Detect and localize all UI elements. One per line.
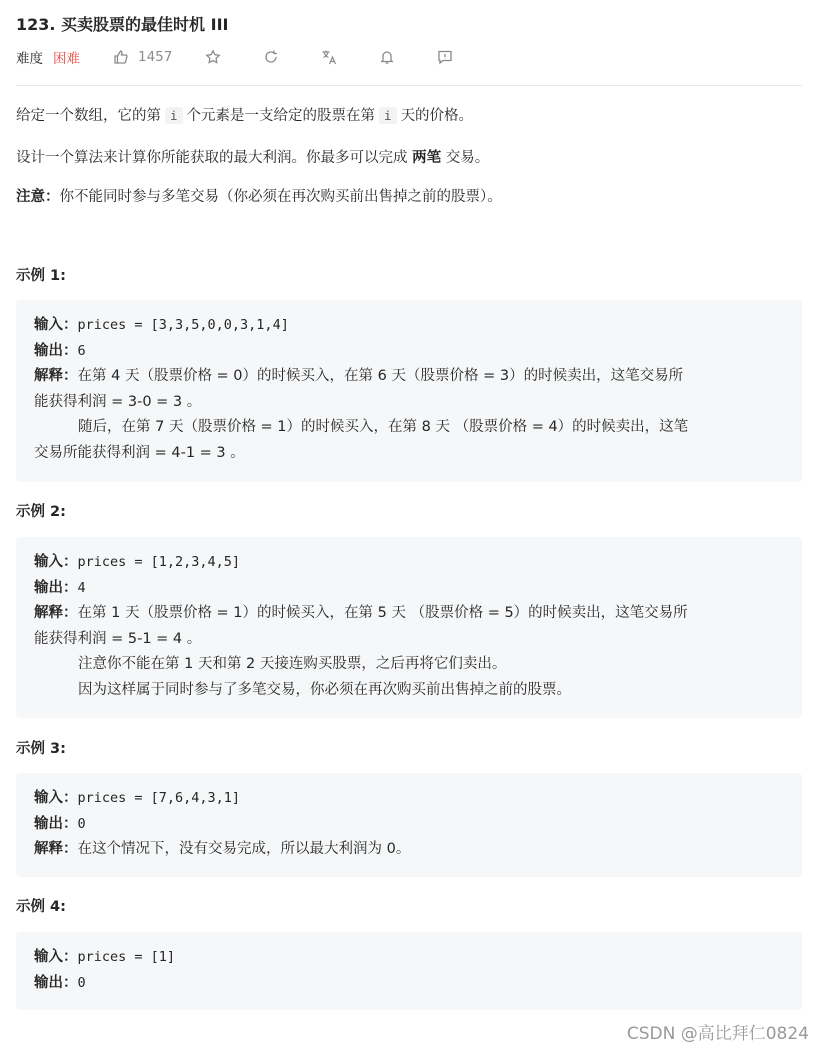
header-divider bbox=[16, 85, 802, 86]
example-4-input: 输入：prices = [1] bbox=[34, 949, 176, 965]
example-2-title: 示例 2: bbox=[16, 504, 66, 520]
inline-code-i-2: i bbox=[379, 107, 397, 124]
example-2-block bbox=[16, 537, 802, 718]
note-paragraph: 注意：你不能同时参与多笔交易（你必须在再次购买前出售掉之前的股票）。 bbox=[16, 189, 502, 205]
bell-icon[interactable] bbox=[378, 48, 396, 66]
example-3-input: 输入：prices = [7,6,4,3,1] bbox=[34, 790, 241, 806]
example-3-block bbox=[16, 773, 802, 877]
example-1-explanation-line-2: 能获得利润 = 3-0 = 3 。 bbox=[34, 393, 202, 410]
example-2-input: 输入：prices = [1,2,3,4,5] bbox=[34, 554, 241, 570]
thumbs-up-icon[interactable] bbox=[112, 48, 130, 66]
problem-meta-bar bbox=[16, 46, 802, 68]
difficulty-badge: 困难 bbox=[53, 51, 80, 67]
example-1-explanation-line-3: 随后，在第 7 天（股票价格 = 1）的时候买入，在第 8 天 （股票价格 = 4）的时候卖出，这笔 bbox=[78, 419, 689, 436]
example-3-title: 示例 3: bbox=[16, 741, 66, 757]
description-paragraph-1: 给定一个数组，它的第 i 个元素是一支给定的股票在第 i 天的价格。 bbox=[16, 108, 474, 124]
description-paragraph-2: 设计一个算法来计算你所能获取的最大利润。你最多可以完成 两笔 交易。 bbox=[16, 150, 490, 166]
example-4-block bbox=[16, 932, 802, 1010]
bold-two-transactions: 两笔 bbox=[412, 150, 442, 166]
example-1-explanation-line-4: 交易所能获得利润 = 4-1 = 3 。 bbox=[34, 444, 245, 461]
example-4-output: 输出：0 bbox=[34, 974, 86, 991]
example-1-output: 输出：6 bbox=[34, 342, 86, 359]
share-icon[interactable] bbox=[262, 48, 280, 66]
difficulty-label: 难度 bbox=[16, 51, 43, 67]
note-label: 注意： bbox=[16, 189, 60, 205]
problem-title: 123. 买卖股票的最佳时机 III bbox=[16, 15, 229, 34]
csdn-watermark: CSDN @高比拜仁0824 bbox=[626, 1024, 809, 1044]
example-1-title: 示例 1: bbox=[16, 268, 66, 284]
example-2-explanation: 解释：在第 1 天（股票价格 = 1）的时候买入，在第 5 天 （股票价格 = 5）的时候卖出，这笔交易所 bbox=[34, 605, 688, 622]
example-1-block bbox=[16, 300, 802, 482]
example-2-explanation-line-4: 因为这样属于同时参与了多笔交易，你必须在再次购买前出售掉之前的股票。 bbox=[78, 681, 571, 698]
example-3-output: 输出：0 bbox=[34, 815, 86, 832]
example-3-explanation: 解释：在这个情况下，没有交易完成，所以最大利润为 0。 bbox=[34, 841, 411, 858]
star-icon[interactable] bbox=[204, 48, 222, 66]
feedback-icon[interactable] bbox=[436, 48, 454, 66]
example-2-explanation-line-2: 能获得利润 = 5-1 = 4 。 bbox=[34, 630, 202, 647]
example-1-input: 输入：prices = [3,3,5,0,0,3,1,4] bbox=[34, 317, 289, 333]
inline-code-i: i bbox=[165, 107, 183, 124]
example-1-explanation: 解释：在第 4 天（股票价格 = 0）的时候买入，在第 6 天（股票价格 = 3）的时候卖出，这笔交易所 bbox=[34, 368, 684, 385]
example-4-title: 示例 4: bbox=[16, 899, 66, 915]
translate-icon[interactable] bbox=[320, 48, 338, 66]
example-2-explanation-line-3: 注意你不能在第 1 天和第 2 天接连购买股票，之后再将它们卖出。 bbox=[78, 656, 507, 673]
like-count: 1457 bbox=[138, 49, 173, 65]
example-2-output: 输出：4 bbox=[34, 579, 86, 596]
